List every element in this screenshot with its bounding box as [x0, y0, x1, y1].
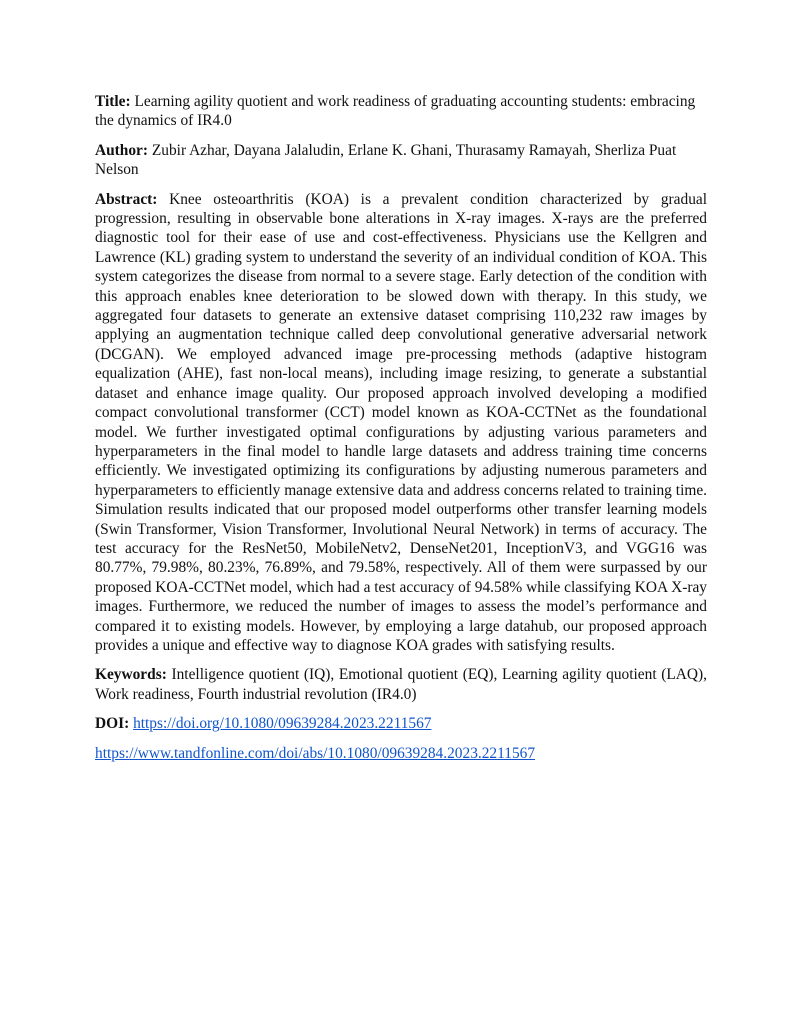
author-label: Author: — [95, 141, 149, 159]
doi-section — [95, 714, 707, 733]
keywords-label: Keywords: — [95, 666, 167, 684]
abstract-text: Knee osteoarthritis (KOA) is a prevalent condition characterized by gradual progression, resulting in observable bone alterations in X-ray images. X-rays are the preferred diagnostic tool for their ease of use and cost-effectiveness. Physicians use the Kellgren and Lawrence (KL) grading system to understand the severity of an individual condition of KOA. This system categorizes the disease from normal to a severe stage. Early detection of the condition with this approach enables knee deterioration to be slowed down with therapy. In this study, we aggregated four datasets to generate an extensive dataset comprising 110,232 raw images by applying an augmentation technique called deep convolutional generative adversarial network (DCGAN). We employed advanced image pre-processing methods (adaptive histogram equalization (AHE), fast non-local means), including image resizing, to generate a substantial dataset and enhance image quality. Our proposed approach involved developing a modified compact convolutional transformer (CCT) model known as KOA-CCTNet as the foundational model. We further investigated optimal configurations by adjusting various parameters and hyperparameters in the final model to handle large datasets and address training time concerns efficiently. We investigated optimizing its configurations by adjusting numerous parameters and hyperparameters to efficiently manage extensive data and address concerns related to training time. Simulation results indicated that our proposed model outperforms other transfer learning models (Swin Transformer, Vision Transformer, Involutional Neural Network) in terms of accuracy. The test accuracy for the ResNet50, MobileNetv2, DenseNet201, InceptionV3, and VGG16 was 80.77%, 79.98%, 80.23%, 76.89%, and 79.58%, respectively. All of them were surpassed by our proposed KOA-CCTNet model, which had a test accuracy of 94.58% while classifying KOA X-ray images. Furthermore, we reduced the number of images to assess the model’s performance and compared it to existing models. However, by employing a large datahub, our proposed approach provides a unique and effective way to diagnose KOA grades with satisfying results. — [95, 190, 707, 654]
keywords-section — [95, 665, 707, 704]
doi-label: DOI: — [95, 715, 130, 733]
title-text: Learning agility quotient and work readiness of graduating accounting students: embracing the dynamics of IR4.0 — [95, 93, 696, 130]
keywords-text: Intelligence quotient (IQ), Emotional quotient (EQ), Learning agility quotient (LAQ), Work readiness, Fourth industrial revolution (IR4.0) — [95, 666, 707, 703]
title-label: Title: — [95, 93, 131, 110]
source-link[interactable]: https://www.tandfonline.com/doi/abs/10.1080/09639284.2023.2211567 — [95, 744, 536, 762]
doi-link[interactable]: https://doi.org/10.1080/09639284.2023.2211567 — [133, 715, 432, 733]
abstract-section — [95, 190, 707, 656]
document-page — [95, 92, 707, 773]
author-text: Zubir Azhar, Dayana Jalaludin, Erlane K. Ghani, Thurasamy Ramayah, Sherliza Puat Nelson — [95, 141, 677, 179]
abstract-label: Abstract: — [95, 190, 158, 208]
title-section — [95, 92, 707, 131]
source-link-section — [95, 744, 707, 763]
author-section — [95, 141, 707, 180]
